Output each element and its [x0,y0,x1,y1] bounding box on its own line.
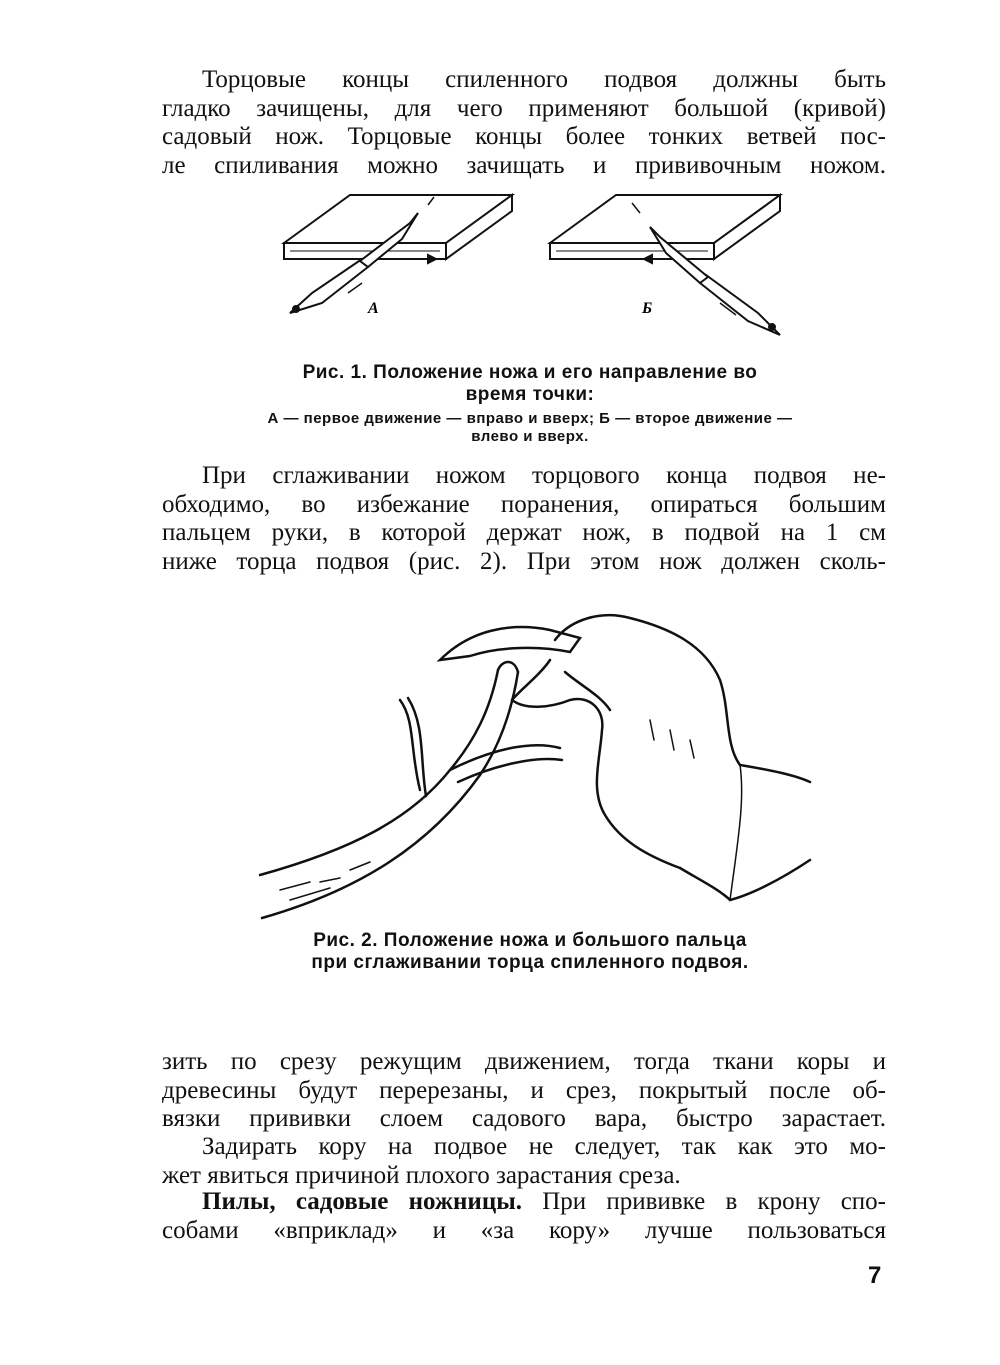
figure-2-illustration [250,600,820,930]
rootstock-branch [260,662,562,918]
page-number: 7 [868,1262,882,1289]
text-line: собами «вприклад» и «за кору» лучше пользоваться [162,1216,886,1244]
label-a: А [368,300,379,317]
sharpening-stone-a [284,195,512,259]
text-line: зить по срезу режущим движением, тогда ткани коры и [162,1048,886,1075]
text-line: Задирать кору на подвое не следует, так как это мо- [202,1133,886,1160]
label-b: Б [642,300,653,317]
figure-1-caption-title: Рис. 1. Положение ножа и его направление во время точки: [302,362,758,405]
figure-1-illustration [250,185,810,360]
text-fragment: При прививке в крону спо- [522,1188,887,1215]
figure-1-caption-note: А — первое движение — вправо и вверх; Б — второе движение — влево и вверх. [267,410,793,445]
text-line [162,1188,886,1217]
hand [512,615,810,900]
text-line: ле спиливания можно зачищать и прививочным ножом. [162,151,886,179]
paragraph-2 [162,462,886,576]
paragraph-3 [162,1048,886,1134]
text-line: садовый нож. Торцовые концы более тонких ветвей пос- [162,123,886,150]
text-line: При сглаживании ножом торцового конца подвоя не- [202,462,886,489]
section-heading: Пилы, садовые ножницы. [202,1188,523,1215]
text-line: ниже торца подвоя (рис. 2). При этом нож должен сколь- [162,547,886,575]
text-line: Торцовые концы спиленного подвоя должны быть [202,66,886,93]
grafting-knife [440,627,580,660]
text-line: обходимо, во избежание поранения, опираться большим [162,490,886,518]
text-line: пальцем руки, в которой держат нож, в подвой на 1 см [162,519,886,546]
text-line: вязки прививки слоем садового вара, быстро зарастает. [162,1105,886,1132]
paragraph-1 [162,66,886,180]
text-line: жет явиться причиной плохого зарастания среза. [162,1161,681,1189]
text-line: древесины будут перерезаны, и срез, покрытый после об- [162,1076,886,1104]
paragraph-4 [162,1133,886,1190]
text-line: гладко зачищены, для чего применяют большой (кривой) [162,94,886,122]
figure-2-caption [300,930,760,974]
figure-1-caption [250,362,810,446]
figure-2-caption-text: Рис. 2. Положение ножа и большого пальца при сглаживании торца спиленного подвоя. [311,930,749,973]
paragraph-5 [162,1188,886,1245]
